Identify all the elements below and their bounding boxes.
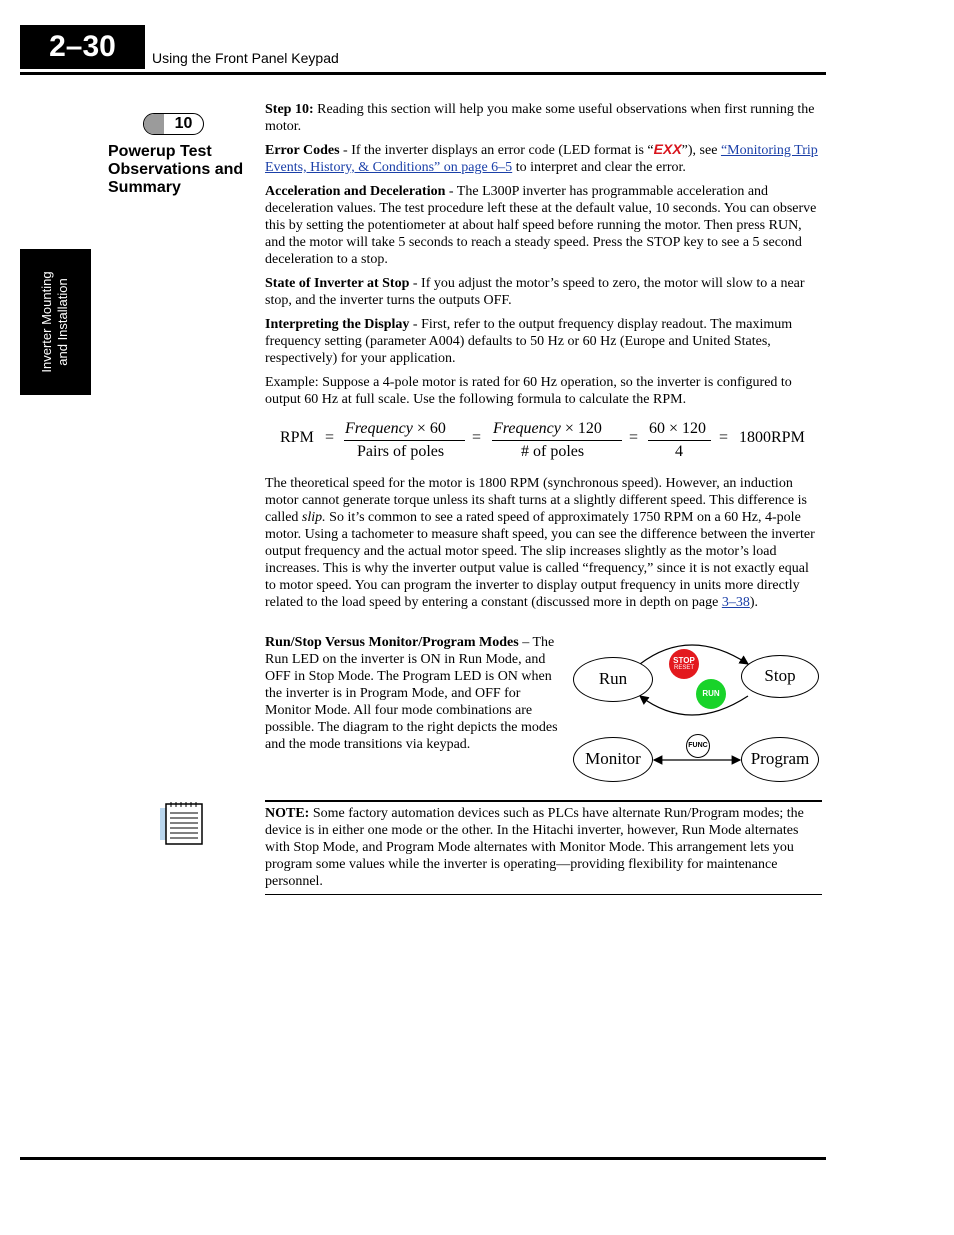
paragraph-example: Example: Suppose a 4-pole motor is rated for 60 Hz operation, so the inverter is configured to output 60 Hz at full scale. Use the following formula to calculate the RPM. (265, 375, 792, 407)
header-rule (20, 72, 826, 75)
side-tab-line-2: and Installation (55, 278, 70, 366)
paragraph-acceleration: Acceleration and Deceleration - The L300P inverter has programmable acceleration and deceleration values. The test procedure left these at the default value, 10 seconds. You can observe this by setting the potentiometer at about half speed before running the motor. Then press RUN, and the motor will take 5 seconds to reach a steady speed. Press the STOP key to see a 5 second deceleration to a stop. (265, 184, 817, 267)
formula-frac3-denominator: 4 (675, 443, 683, 460)
stop-to-run-arrow (640, 696, 748, 715)
monitor-mode-ellipse: Monitor (573, 737, 653, 782)
formula-equals-4: = (719, 429, 729, 446)
step-badge-shade (144, 114, 164, 134)
paragraph-step10: Step 10: Reading this section will help you make some useful observations when first running the motor. (265, 102, 815, 134)
mode-diagram (570, 640, 826, 785)
monitoring-trip-events-link[interactable]: “Monitoring Trip Events, History, & Conditions” on page 6–5 (265, 143, 818, 175)
step-number-badge (143, 113, 204, 135)
stop-reset-key-icon: STOP RESET (669, 649, 699, 679)
note-rule-bottom (265, 894, 822, 895)
formula-frac1-denominator: Pairs of poles (357, 443, 445, 460)
paragraph-interpreting-display: Interpreting the Display - First, refer to the output frequency display readout. The maximum frequency setting (parameter A004) defaults to 50 Hz or 60 Hz (Europe and United States, respectively) for your application. (265, 317, 793, 366)
page-number: 2–30 (20, 25, 145, 69)
paragraph-state-at-stop: State of Inverter at Stop - If you adjust the motor’s speed to zero, the motor will slow to a near stop, and the inverter turns the outputs OFF. (265, 276, 805, 308)
formula-frac2-bar (492, 440, 622, 441)
rpm-formula (265, 418, 822, 464)
formula-frac2-denominator: # of poles (521, 443, 585, 460)
side-tab-label (39, 249, 71, 395)
footer-rule (20, 1157, 826, 1160)
formula-lhs: RPM (280, 429, 314, 446)
formula-frac1-bar (344, 440, 465, 441)
note-icon (158, 800, 206, 846)
formula-frac3-numerator: 60 × 120 (649, 420, 707, 437)
run-key-icon: RUN (696, 679, 726, 709)
formula-equals-3: = (629, 429, 639, 446)
program-mode-ellipse: Program (741, 737, 819, 782)
formula-equals-2: = (472, 429, 482, 446)
paragraph-theory: The theoretical speed for the motor is 1800 RPM (synchronous speed). However, an induction motor cannot generate torque unless its shaft turns at a slightly different speed. This difference is called slip. So it’s common to see a rated speed of approximately 1750 RPM on a 60 Hz, 4-pole motor. Using a tachometer to measure shaft speed, you can see the difference between the inverter output frequency and the actual motor speed. The slip increases slightly as the motor’s load increases. This is why the inverter output value is called “frequency,” since it is not exactly equal to motor speed. You can program the inverter to display output frequency in units more directly related to the load speed by entering a constant (discussed more in depth on page 3–38). (265, 476, 815, 610)
note-text: NOTE: Some factory automation devices such as PLCs have alternate Run/Program modes; the device is in either one mode or the other. In the Hitachi inverter, however, Run Mode alternates with Stop Mode, and Program Mode alternates with Monitor Mode. This arrangement lets you program some values while the inverter is operating—providing flexibility for maintenance personnel. (265, 806, 804, 889)
formula-frac2-numerator: Frequency × 120 (493, 420, 602, 437)
step-heading: Powerup Test Observations and Summary (108, 143, 244, 196)
side-tab-line-1: Inverter Mounting (39, 271, 54, 373)
paragraph-modes: Run/Stop Versus Monitor/Program Modes – The Run LED on the inverter is ON in Run Mode, and OFF in Stop Mode. The Program LED is ON when the inverter is in Program Mode, and OFF for Monitor Mode. All four mode combinations are possible. The diagram to the right depicts the modes and the mode transitions via keypad. (265, 635, 558, 752)
formula-equals-1: = (325, 429, 335, 446)
func-key-icon: FUNC (686, 734, 710, 758)
stop-mode-ellipse: Stop (741, 655, 819, 698)
led-error-code: EXX (653, 141, 682, 157)
formula-frac1-numerator: Frequency × 60 (345, 420, 446, 437)
formula-frac3-bar (648, 440, 711, 441)
paragraph-error-codes: Error Codes - If the inverter displays an error code (LED format is “EXX”), see “Monitoring Trip Events, History, & Conditions” on page 6–5 to interpret and clear the error. (265, 141, 818, 175)
page-3-38-link[interactable]: 3–38 (721, 595, 750, 610)
side-tab (20, 249, 91, 395)
note-rule-top (265, 800, 822, 802)
run-mode-ellipse: Run (573, 657, 653, 702)
section-title: Using the Front Panel Keypad (152, 50, 339, 66)
body-column-top (265, 101, 822, 408)
formula-result: 1800RPM (739, 429, 805, 446)
step-number: 10 (174, 115, 193, 132)
